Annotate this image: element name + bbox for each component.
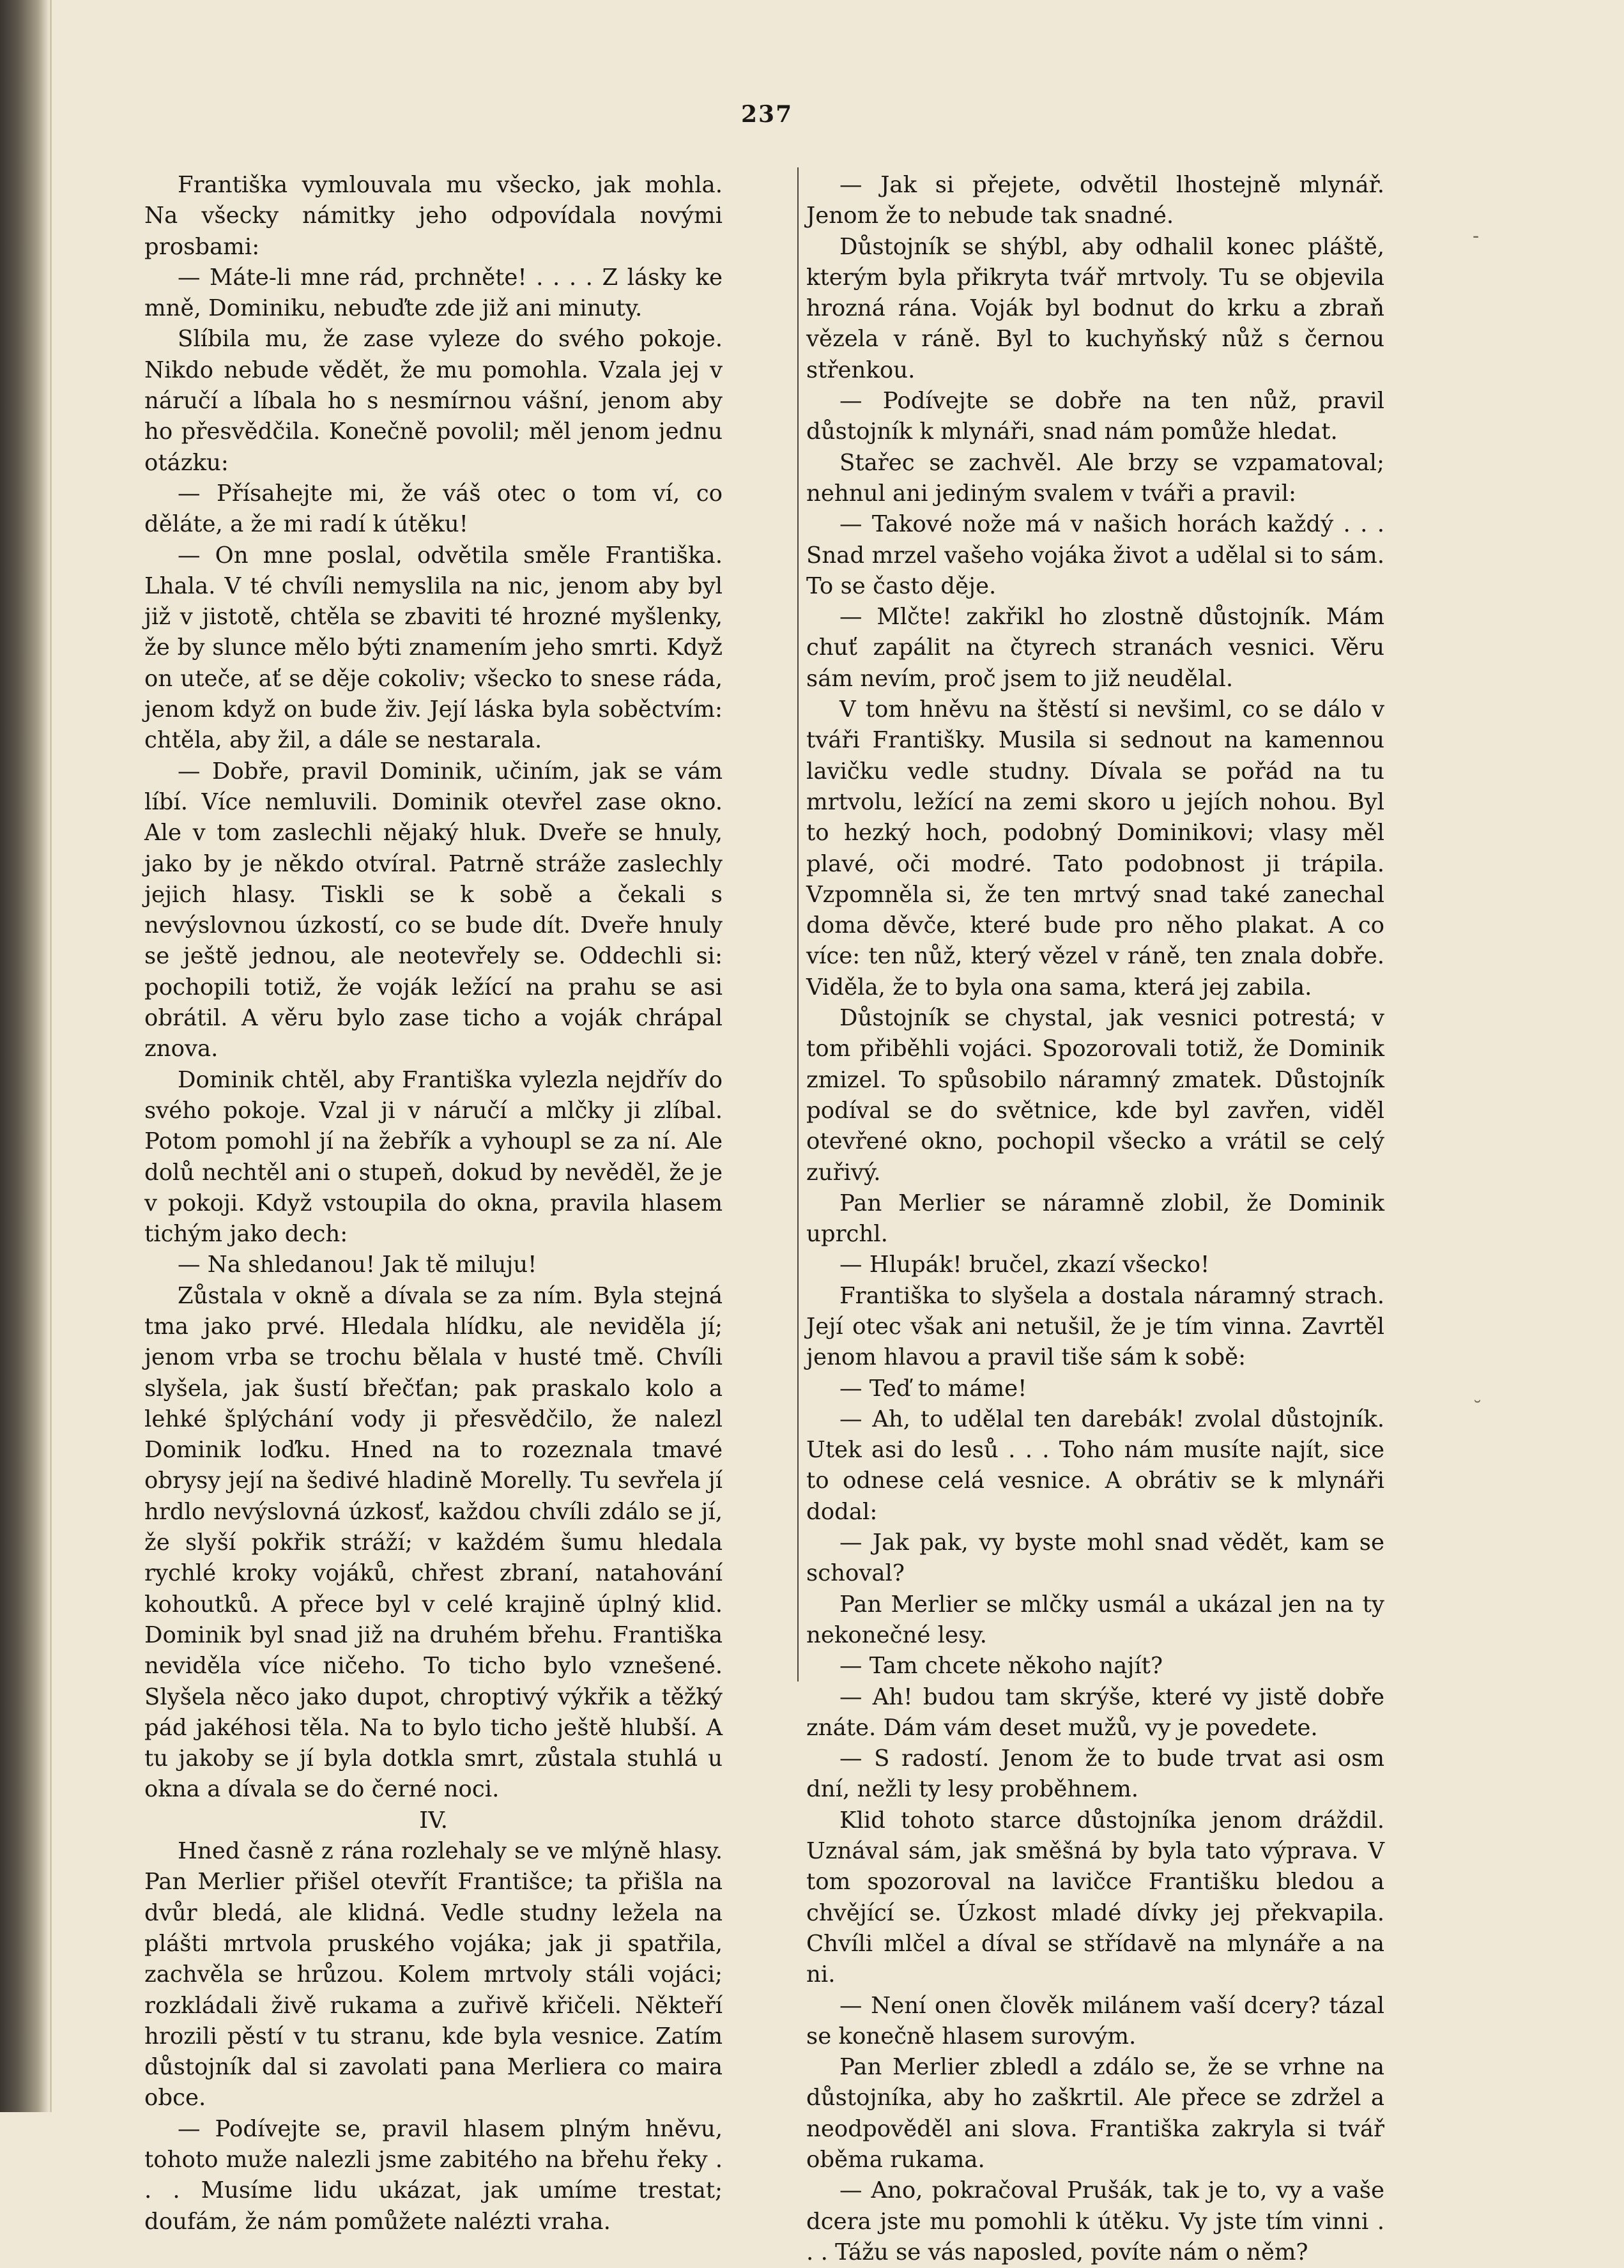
paragraph: — Podívejte se, pravil hlasem plným hněvu, tohoto muže nalezli jsme zabitého na břehu řeky . . . Musíme lidu ukázat, jak umíme trestat; doufám, že nám pomůžete nalézti vraha. [144, 2115, 723, 2235]
paragraph: — Přísahejte mi, že váš otec o tom ví, co děláte, a že mi radí k útěku! [144, 480, 723, 538]
paragraph: Františka to slyšela a dostala náramný strach. Její otec však ani netušil, že je tím vinna. Zavrtěl jenom hlavou a pravil tiše sám k sobě: [806, 1282, 1384, 1371]
stray-mark: ˘ [1473, 1398, 1482, 1420]
paragraph: — Na shledanou! Jak tě miluju! [178, 1252, 537, 1278]
right-column [806, 170, 1384, 2268]
paragraph: — Podívejte se dobře na ten nůž, pravil důstojník k mlynáři, snad nám pomůže hledat. [806, 388, 1384, 445]
paragraph: — Ano, pokračoval Prušák, tak je to, vy a vaše dcera jste mu pomohli k útěku. Vy jste tím vinni . . . Tážu se vás naposled, povíte nám o něm? [806, 2177, 1384, 2265]
paragraph: Františka vymlouvala mu všecko, jak mohla. Na všecky námitky jeho odpovídala novými prosbami: [144, 172, 723, 260]
paragraph: Pan Merlier zbledl a zdálo se, že se vrhne na důstojníka, aby ho zaškrtil. Ale přece se zdržel a neodpověděl ani slova. Františka zakryla si tvář oběma rukama. [806, 2054, 1384, 2173]
paragraph: — Mlčte! zakřikl ho zlostně důstojník. Mám chuť zapálit na čtyrech stranách vesnici. Věru sám nevím, proč jsem to již neudělal. [806, 604, 1384, 692]
binding-shadow [0, 0, 50, 2112]
paragraph: Klid tohoto starce důstojníka jenom dráždil. Uznával sám, jak směšná by byla tato výprava. V tom spozoroval na lavičce Františku bledou a chvějící se. Úzkost mladé dívky jej překvapila. Chvíli mlčel a díval se střídavě na mlynáře a na ni. [806, 1807, 1384, 1988]
paragraph: — Takové nože má v našich horách každý . . . Snad mrzel vašeho vojáka život a udělal si to sám. To se často děje. [806, 511, 1384, 599]
paragraph: Zůstala v okně a dívala se za ním. Byla stejná tma jako prvé. Hledala hlídku, ale neviděla jí; jenom vrba se trochu bělala v husté tmě. Chvíli slyšela, jak šustí břečťan; pak praskalo kolo a lehké šplýchání vody ji přesvědčilo, že nalezl Dominik loďku. Hned na to rozeznala tmavé obrysy její na šedivé hladině Morelly. Tu sevřela jí hrdlo nevýslovná úzkosť, každou chvíli zdálo se jí, že slyší pokřik stráží; v každém šumu hledala rychlé kroky vojáků, chřest zbraní, natahování kohoutků. A přece byl v celé krajině úplný klid. Dominik byl snad již na druhém břehu. Františka neviděla více ničeho. To ticho bylo vznešené. Slyšela něco jako dupot, chroptivý výkřik a těžký pád jakéhosi těla. Na to bylo ticho ještě hlubší. A tu jakoby se jí byla dotkla smrt, zůstala stuhlá u okna a dívala se do černé noci. [144, 1282, 723, 1803]
paragraph: — Jak si přejete, odvětil lhostejně mlynář. Jenom že to nebude tak snadné. [806, 172, 1384, 229]
paragraph: Důstojník se shýbl, aby odhalil konec pláště, kterým byla přikryta tvář mrtvoly. Tu se objevila hrozná rána. Voják byl bodnut do krku a zbraň vězela v ráně. Byl to kuchyňský nůž s černou střenkou. [806, 233, 1384, 383]
paragraph: — Tam chcete někoho najít? [839, 1653, 1163, 1680]
paragraph: Slíbila mu, že zase vyleze do svého pokoje. Nikdo nebude vědět, že mu pomohla. Vzala jej v náručí a líbala ho s nesmírnou vášní, jenom aby ho přesvědčila. Konečně povolil; měl jenom jednu otázku: [144, 326, 723, 476]
paragraph: — S radostí. Jenom že to bude trvat asi osm dní, nežli ty lesy proběhnem. [806, 1745, 1384, 1803]
paragraph: Pan Merlier se náramně zlobil, že Dominik uprchl. [806, 1190, 1384, 1248]
page-number: 237 [741, 101, 793, 128]
paragraph: Hned časně z rána rozlehaly se ve mlýně hlasy. Pan Merlier přišel otevřít Františce; ta přišla na dvůr bledá, ale klidná. Vedle studny ležela na plášti mrtvola pruského vojáka; jak ji spatřila, zachvěla se hrůzou. Kolem mrtvoly stáli vojáci; rozkládali živě rukama a zuřivě křičeli. Někteří hrozili pěstí v tu stranu, kde byla vesnice. Zatím důstojník dal si zavolati pana Merliera co maira obce. [144, 1838, 723, 2111]
paragraph: Stařec se zachvěl. Ale brzy se vzpamatoval; nehnul ani jediným svalem v tváři a pravil: [806, 449, 1384, 507]
page-edge [50, 0, 52, 2112]
paragraph: — Ah! budou tam skrýše, které vy jistě dobře znáte. Dám vám deset mužů, vy je povedete. [806, 1683, 1384, 1741]
paragraph: Pan Merlier se mlčky usmál a ukázal jen na ty nekonečné lesy. [806, 1591, 1384, 1648]
paragraph: — Teď to máme! [839, 1375, 1027, 1402]
paragraph: Důstojník se chystal, jak vesnici potrestá; v tom přiběhli vojáci. Spozorovali totiž, že Dominik zmizel. To spůsobilo náramný zmatek. Důstojník podíval se do světnice, kde byl zavřen, viděl otevřené okno, pochopil všecko a vrátil se celý zuřivý. [806, 1005, 1384, 1186]
paragraph: — Máte-li mne rád, prchněte! . . . . Z lásky ke mně, Dominiku, nebuďte zde již ani minuty. [144, 264, 723, 322]
paragraph: V tom hněvu na štěstí si nevšiml, co se dálo v tváři Františky. Musila si sednout na kamennou lavičku vedle studny. Dívala se pořád na tu mrtvolu, ležící na zemi skoro u jejích nohou. Byl to hezký hoch, podobný Dominikovi; vlasy měl plavé, oči modré. Tato podobnost ji trápila. Vzpomněla si, že ten mrtvý snad také zanechal doma děvče, které bude pro něho plakat. A co více: ten nůž, který vězel v ráně, ten znala dobře. Viděla, že to byla ona sama, která jej zabila. [806, 696, 1384, 1000]
paragraph: — Není onen člověk milánem vaší dcery? tázal se konečně hlasem surovým. [806, 1992, 1384, 2050]
column-divider [797, 167, 799, 1682]
paragraph: — Jak pak, vy byste mohl snad vědět, kam se schoval? [806, 1529, 1384, 1587]
paragraph: — Ah, to udělal ten darebák! zvolal důstojník. Utek asi do lesů . . . Toho nám musíte najít, sice to odnese celá vesnice. A obrátiv se k mlynáři dodal: [806, 1406, 1384, 1525]
left-column [144, 170, 723, 2237]
section-heading: IV. [419, 1807, 448, 1834]
paragraph: — Hlupák! bručel, zkazí všecko! [839, 1252, 1210, 1278]
paragraph: — On mne poslal, odvětila směle Františka. Lhala. V té chvíli nemyslila na nic, jenom aby byl již v jistotě, chtěla se zbaviti té hrozné myšlenky, že by slunce mělo býti znamením jeho smrti. Když on uteče, ať se děje cokoliv; všecko to snese ráda, jenom když on bude živ. Její láska byla soběctvím: chtěla, aby žil, a dále se nestarala. [144, 542, 723, 754]
paragraph: Dominik chtěl, aby Františka vylezla nejdřív do svého pokoje. Vzal ji v náručí a mlčky ji zlíbal. Potom pomohl jí na žebřík a vyhoupl se za ní. Ale dolů nechtěl ani o stupeň, dokud by nevěděl, že je v pokoji. Když vstoupila do okna, pravila hlasem tichým jako dech: [144, 1066, 723, 1248]
paragraph: — Dobře, pravil Dominik, učiním, jak se vám líbí. Více nemluvili. Dominik otevřel zase okno. Ale v tom zaslechli nějaký hluk. Dveře se hnuly, jako by je někdo otvíral. Patrně stráže zaslechly jejich hlasy. Tiskli se k sobě a čekali s nevýslovnou úzkostí, co se bude dít. Dveře hnuly se ještě jednou, ale neotevřely se. Oddechli si: pochopili totiž, že voják ležící na prahu se asi obrátil. A věru bylo zase ticho a voják chrápal znova. [144, 758, 723, 1062]
stray-mark: - [1473, 225, 1480, 247]
